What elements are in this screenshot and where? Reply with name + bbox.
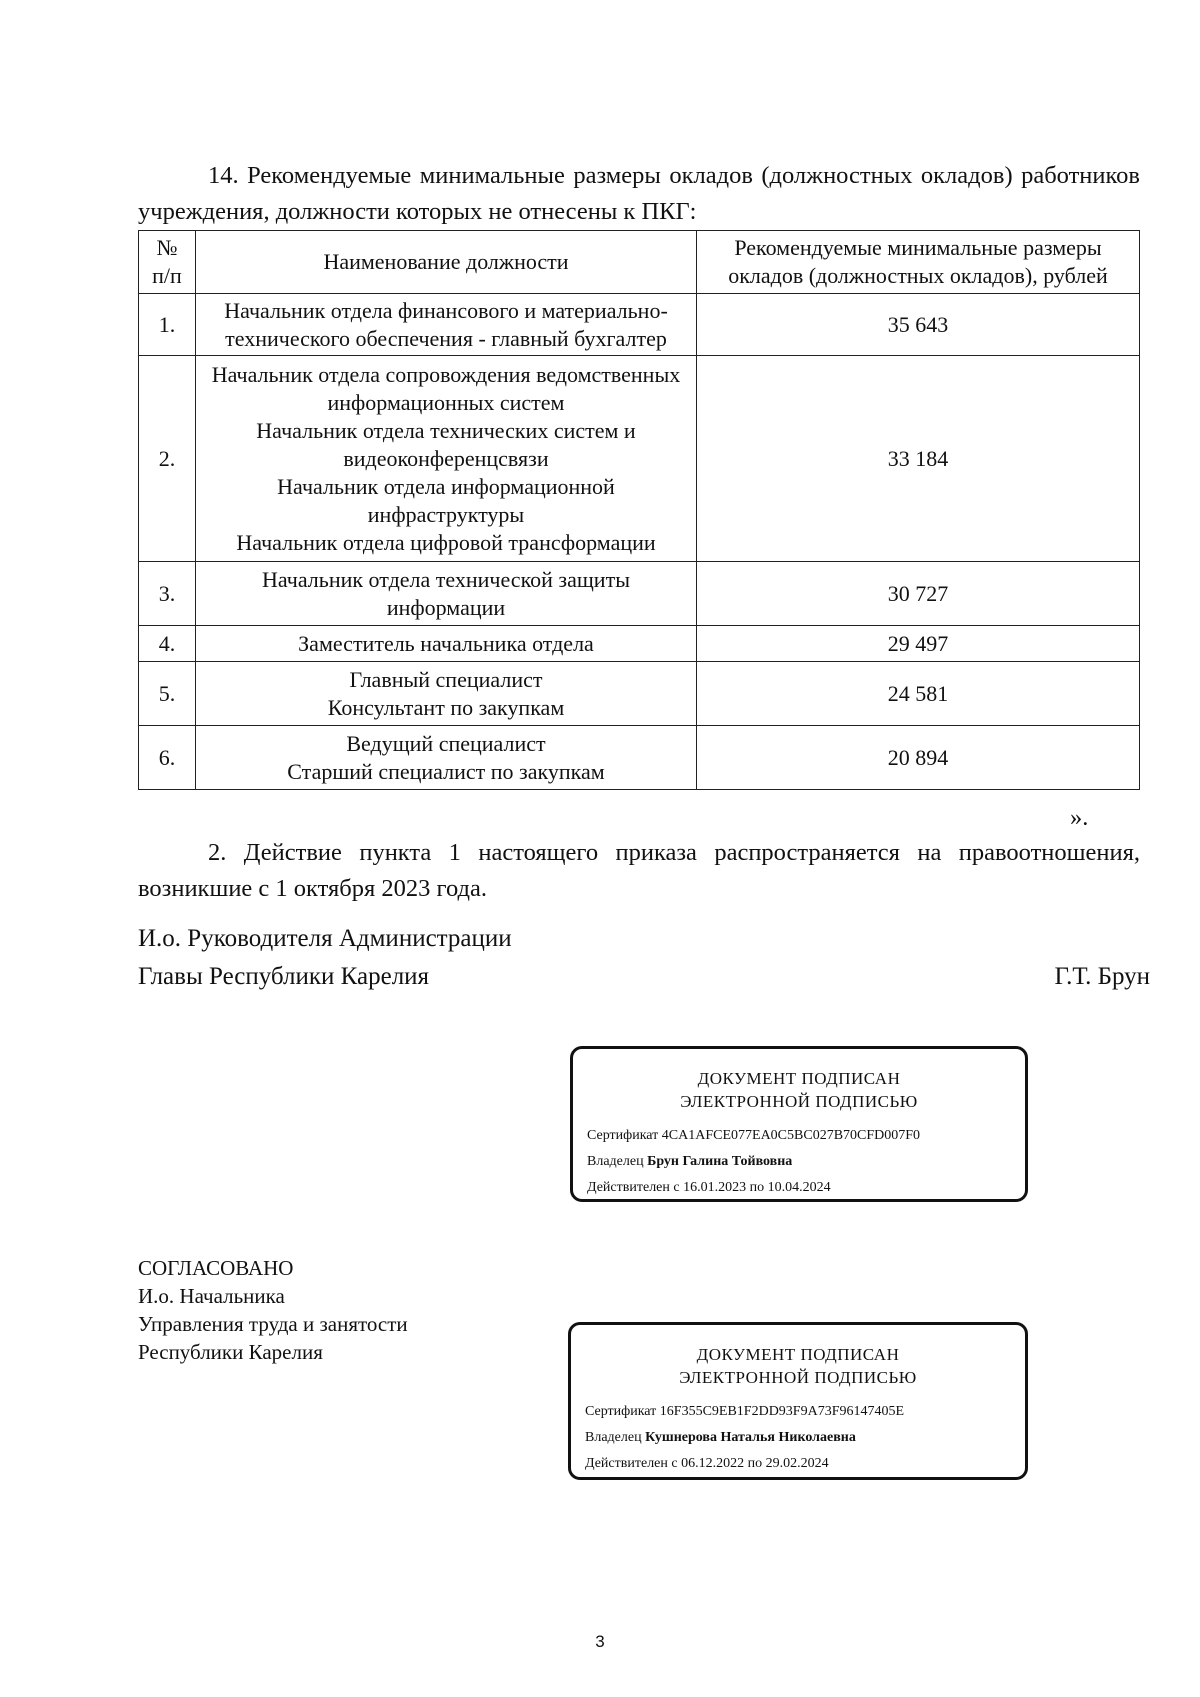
stamp-title: ДОКУМЕНТ ПОДПИСАН ЭЛЕКТРОННОЙ ПОДПИСЬЮ: [679, 1345, 917, 1387]
row-salary: 33 184: [697, 356, 1140, 562]
table-row: [139, 662, 1140, 726]
row-number: 3.: [139, 562, 196, 626]
table-row: [139, 356, 1140, 562]
header-position: Наименование должности: [196, 231, 697, 294]
row-number: 5.: [139, 662, 196, 726]
row-salary: 30 727: [697, 562, 1140, 626]
approval-heading: СОГЛАСОВАНО: [138, 1256, 294, 1280]
row-position: Начальник отдела технической защиты информации: [196, 562, 697, 626]
intro-paragraph: 14. Рекомендуемые минимальные размеры окладов (должностных окладов) работников учреждения, должности которых не отнесены к ПКГ:: [138, 162, 1140, 225]
stamp-details: [585, 1399, 1025, 1477]
stamp-validity: Действителен с 06.12.2022 по 29.02.2024: [585, 1456, 829, 1471]
approval-line2: Управления труда и занятости: [138, 1312, 408, 1336]
header-salary: Рекомендуемые минимальные размеры окладов (должностных окладов), рублей: [697, 231, 1140, 294]
stamp-owner: Владелец Брун Галина Тойвовна: [587, 1154, 793, 1169]
header-number: № п/п: [139, 231, 196, 294]
signatory-name: Г.Т. Брун: [1054, 963, 1150, 990]
stamp-validity: Действителен с 16.01.2023 по 10.04.2024: [587, 1180, 831, 1195]
row-salary: 29 497: [697, 626, 1140, 662]
table-row: [139, 562, 1140, 626]
table-row: [139, 626, 1140, 662]
approval-line3: Республики Карелия: [138, 1340, 323, 1364]
approval-block: [138, 1254, 408, 1366]
table-header-row: [139, 231, 1140, 294]
row-number: 4.: [139, 626, 196, 662]
signatory-title-line1: И.о. Руководителя Администрации: [138, 925, 512, 952]
stamp-certificate: Сертификат 4CA1AFCE077EA0C5BC027B70CFD007F0: [587, 1128, 921, 1143]
row-position: Заместитель начальника отдела: [196, 626, 697, 662]
e-signature-stamp: [570, 1046, 1028, 1202]
signatory-title-line2: Главы Республики Карелия: [138, 963, 430, 990]
row-position: Ведущий специалист Старший специалист по закупкам: [196, 726, 697, 790]
stamp-details: [587, 1123, 1025, 1201]
table-row: [139, 726, 1140, 790]
stamp-owner: Владелец Кушнерова Наталья Николаевна: [585, 1430, 856, 1445]
e-signature-stamp: [568, 1322, 1028, 1480]
paragraph-2: 2. Действие пункта 1 настоящего приказа распространяется на правоотношения, возникшие с 1 октября 2023 года.: [138, 839, 1140, 902]
stamp-certificate: Сертификат 16F355C9EB1F2DD93F9A73F96147405E: [585, 1404, 905, 1419]
row-position: Начальник отдела сопровождения ведомственных информационных систем Начальник отдела технических систем и видеоконференцсвязи Начальник отдела информационной инфраструктуры Начальник отдела цифровой трансформации: [196, 356, 697, 562]
row-salary: 24 581: [697, 662, 1140, 726]
row-salary: 35 643: [697, 294, 1140, 356]
row-number: 2.: [139, 356, 196, 562]
row-salary: 20 894: [697, 726, 1140, 790]
row-position: Начальник отдела финансового и материально-технического обеспечения - главный бухгалтер: [196, 294, 697, 356]
approval-line1: И.о. Начальника: [138, 1284, 285, 1308]
stamp-title: ДОКУМЕНТ ПОДПИСАН ЭЛЕКТРОННОЙ ПОДПИСЬЮ: [680, 1069, 918, 1111]
page-number: 3: [595, 1632, 605, 1651]
row-number: 1.: [139, 294, 196, 356]
row-position: Главный специалист Консультант по закупкам: [196, 662, 697, 726]
row-number: 6.: [139, 726, 196, 790]
signatory-title: [138, 920, 512, 996]
salary-table: [138, 230, 1140, 790]
table-row: [139, 294, 1140, 356]
closing-quote: ».: [1070, 804, 1089, 831]
